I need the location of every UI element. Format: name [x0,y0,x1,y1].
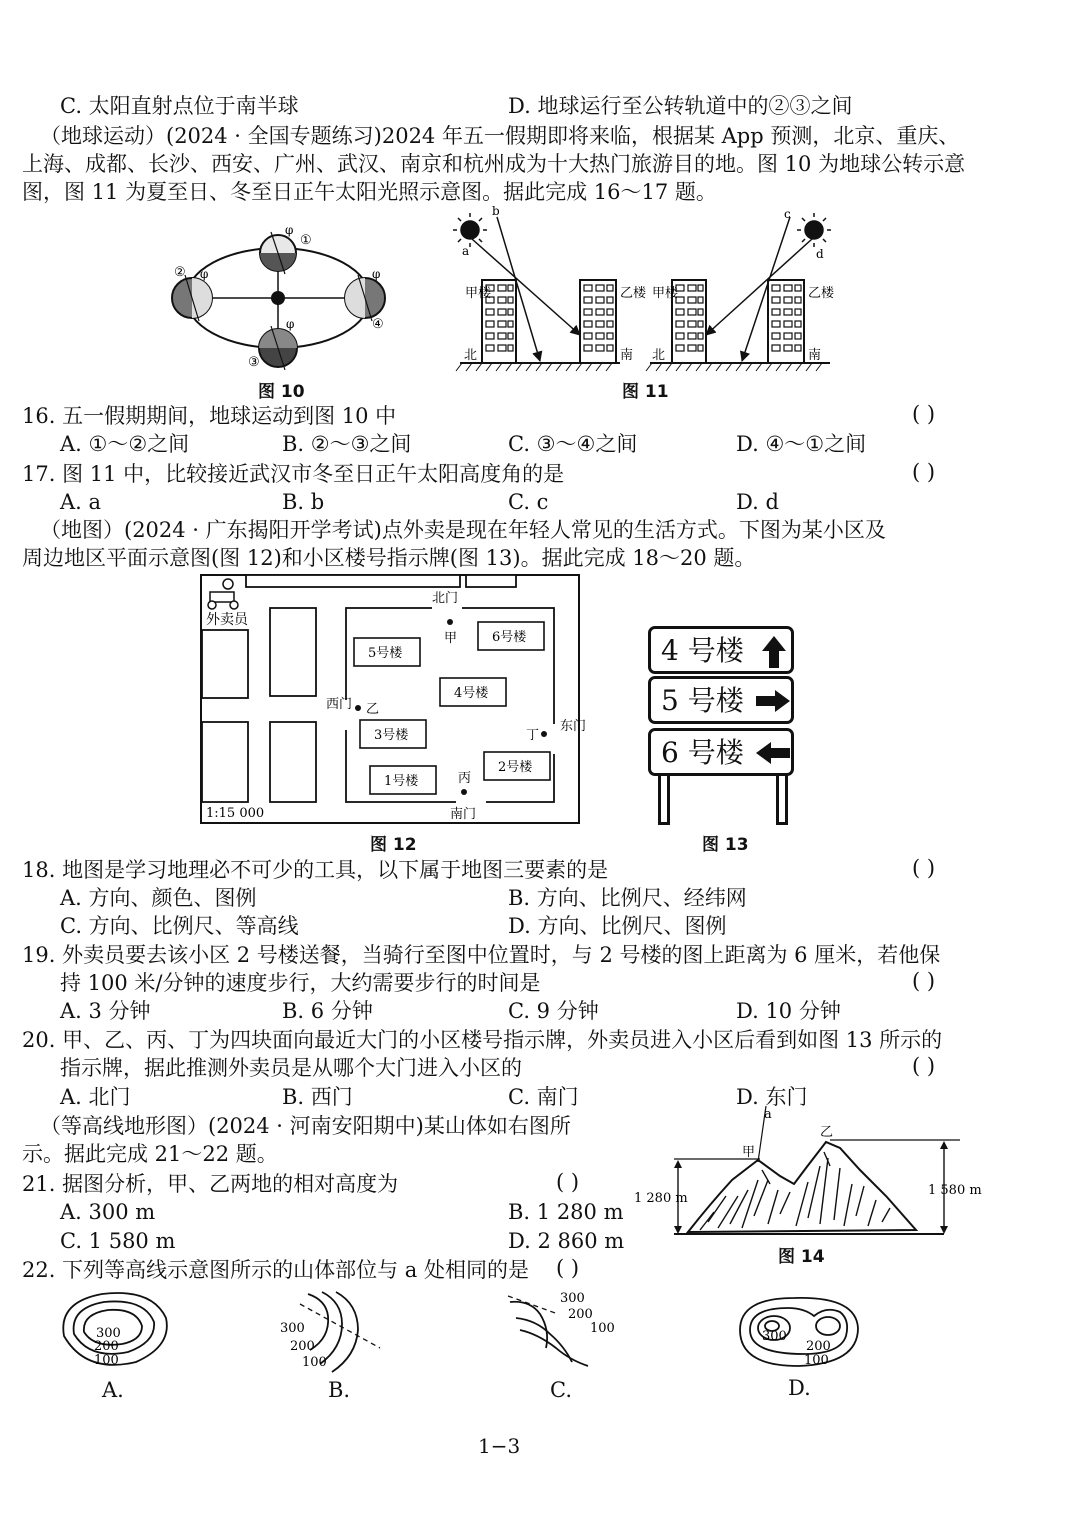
label-north-left: 北 [464,348,478,363]
figure-11-shadow [440,205,860,375]
point-jia [447,619,453,625]
ray-label-a: a [462,244,470,258]
intro3-line1: （等高线地形图）(2024 · 河南安阳期中)某山体如右图所 [40,1114,571,1138]
q22-answer-paren[interactable]: ( ) [556,1256,580,1280]
contour-option-c [506,1290,626,1374]
contour-b-100: 100 [302,1355,327,1370]
label-height-1280: 1 280 m [634,1191,688,1206]
point-bing-label: 丙 [458,771,472,786]
figure-14-caption: 图 14 [778,1247,825,1267]
figure-12-caption: 图 12 [370,835,417,855]
q17-option-c[interactable]: C. c [508,490,549,514]
axis-symbol-2: φ [200,267,209,281]
ray-label-d: d [816,247,824,261]
q20-option-a[interactable]: A. 北门 [60,1085,131,1109]
map-scale: 1:15 000 [206,806,265,821]
contour-b-200: 200 [290,1339,315,1354]
intro2-line2: 周边地区平面示意图(图 12)和小区楼号指示牌(图 13)。据此完成 18～20 题。 [22,546,756,570]
building-5-label: 5号楼 [368,646,403,661]
q21-option-a[interactable]: A. 300 m [60,1200,156,1224]
sun-right [797,213,831,247]
q17-option-d[interactable]: D. d [736,490,779,514]
intro2-line1: （地图）(2024 · 广东揭阳开学考试)点外卖是现在年轻人常见的生活方式。下图为某小区及 [40,518,886,542]
contour-d-100: 100 [804,1353,829,1368]
label-yi-left: 乙楼 [620,286,647,301]
ray-label-c: c [784,207,791,221]
q18-stem: 18. 地图是学习地理必不可少的工具，以下属于地图三要素的是 [22,858,609,882]
q16-option-c[interactable]: C. ③～④之间 [508,432,638,456]
earth-position-1 [260,232,296,274]
q20-answer-paren[interactable]: ( ) [912,1054,936,1078]
building-4-label: 4号楼 [454,686,489,701]
building-3-label: 3号楼 [374,728,409,743]
arrow-left-icon [755,741,791,765]
label-north-right: 北 [652,348,666,363]
label-point-a: a [764,1107,772,1122]
q20-stem-line1: 20. 甲、乙、丙、丁为四块面向最近大门的小区楼号指示牌，外卖员进入小区后看到如图 13 所示的 [22,1028,943,1052]
courier-label: 外卖员 [206,612,248,628]
contour-d-300: 300 [762,1329,787,1344]
q19-stem-line2: 持 100 米/分钟的速度步行，大约需要步行的时间是 [60,971,541,995]
q16-option-d[interactable]: D. ④～①之间 [736,432,867,456]
q21-answer-paren[interactable]: ( ) [556,1170,580,1194]
label-west-gate [326,697,352,712]
arrow-right-icon [755,689,791,713]
q21-stem: 21. 据图分析，甲、乙两地的相对高度为 [22,1172,399,1196]
earth-position-2 [172,275,212,321]
q22-option-a[interactable]: A. [102,1378,124,1402]
contour-option-d [734,1292,864,1372]
figure-10-orbit [160,220,400,370]
label-yi: 乙 [820,1125,834,1140]
building-2-label: 2号楼 [498,760,533,775]
contour-d-200: 200 [806,1339,831,1354]
q21-option-b[interactable]: B. 1 280 m [508,1200,624,1224]
intro1-line2: 上海、成都、长沙、西安、广州、武汉、南京和杭州成为十大热门旅游目的地。图 10 为地球公转示意 [22,152,966,176]
q16-stem: 16. 五一假期期间，地球运动到图 10 中 [22,404,397,428]
q18-option-c[interactable]: C. 方向、比例尺、等高线 [60,914,299,938]
label-jia: 甲 [742,1145,756,1160]
point-yi-label: 乙 [366,702,380,717]
q19-option-a[interactable]: A. 3 分钟 [60,999,151,1023]
label-north-gate: 北门 [432,591,459,606]
q22-option-b[interactable]: B. [328,1378,351,1402]
q20-option-d[interactable]: D. 东门 [736,1085,808,1109]
figure-10-caption: 图 10 [258,382,305,402]
axis-symbol-1: φ [285,223,294,237]
contour-c-300: 300 [560,1291,585,1306]
q22-option-d[interactable]: D. [788,1376,811,1400]
label-jia-right: 甲楼 [652,286,679,301]
label-jia-left: 甲楼 [465,286,492,301]
label-yi-right: 乙楼 [808,286,835,301]
sun-left [453,213,487,247]
label-height-1580: 1 580 m [928,1183,982,1198]
figure-12-map [200,574,587,826]
point-jia-label: 甲 [444,631,458,646]
intro1-line1: （地球运动）(2024 · 全国专题练习)2024 年五一假期即将来临，根据某 App 预测，北京、重庆、 [40,124,960,148]
q20-stem-line2: 指示牌，据此推测外卖员是从哪个大门进入小区的 [60,1056,522,1080]
figure-11-caption: 图 11 [622,382,669,402]
contour-a-300: 300 [96,1326,121,1341]
contour-a-100: 100 [94,1353,119,1368]
q17-option-b[interactable]: B. b [282,490,325,514]
label-pos-4: ④ [372,317,384,332]
q18-option-b[interactable]: B. 方向、比例尺、经纬网 [508,886,747,910]
point-ding [541,731,547,737]
q18-answer-paren[interactable]: ( ) [912,856,936,880]
q20-option-c[interactable]: C. 南门 [508,1085,579,1109]
q19-answer-paren[interactable]: ( ) [912,969,936,993]
q17-answer-paren[interactable]: ( ) [912,460,936,484]
q19-stem-line1: 19. 外卖员要去该小区 2 号楼送餐，当骑行至图中位置时，与 2 号楼的图上距离为 6 厘米，若他保 [22,943,941,967]
page-number: 1−3 [478,1434,521,1458]
label-south-gate: 南门 [450,807,477,822]
sign-building-4-label: 4 号楼 [661,634,744,667]
figure-14-mountain [630,1104,990,1244]
q18-option-a[interactable]: A. 方向、颜色、图例 [60,886,257,910]
sign-building-5-label: 5 号楼 [661,684,744,717]
q18-option-d[interactable]: D. 方向、比例尺、图例 [508,914,727,938]
svg-text:西门: 西门 [326,697,353,712]
ray-label-b: b [492,204,500,218]
label-south-right: 南 [808,348,822,363]
label-pos-2: ② [174,265,186,280]
contour-c-200: 200 [568,1307,593,1322]
axis-symbol-3: φ [286,317,295,331]
contour-option-b [280,1290,390,1374]
q16-option-a[interactable]: A. ①～②之间 [60,432,190,456]
q17-stem: 17. 图 11 中，比较接近武汉市冬至日正午太阳高度角的是 [22,462,565,486]
contour-option-a [56,1288,172,1372]
q17-option-a[interactable]: A. a [60,490,102,514]
sign-building-4 [648,626,794,674]
point-bing [461,789,467,795]
q19-option-b[interactable]: B. 6 分钟 [282,999,373,1023]
contour-b-300: 300 [280,1321,305,1336]
q21-option-d[interactable]: D. 2 860 m [508,1229,625,1253]
option-c-prev: C. 太阳直射点位于南半球 [60,94,299,118]
q21-option-c[interactable]: C. 1 580 m [60,1229,176,1253]
q22-stem: 22. 下列等高线示意图所示的山体部位与 a 处相同的是 [22,1258,529,1282]
building-yi-right [768,280,804,363]
point-ding-label: 丁 [526,728,540,743]
axis-symbol-4: φ [372,267,381,281]
q20-option-b[interactable]: B. 西门 [282,1085,353,1109]
label-east-gate [560,719,586,734]
label-pos-1: ① [300,233,312,248]
label-pos-3: ③ [248,355,260,370]
svg-text:东门: 东门 [560,719,587,734]
sign-building-6 [648,728,794,776]
q16-option-b[interactable]: B. ②～③之间 [282,432,412,456]
q16-answer-paren[interactable]: ( ) [912,402,936,426]
intro3-line2: 示。据此完成 21～22 题。 [22,1142,278,1166]
figure-13-signboard [648,624,808,824]
building-1-label: 1号楼 [384,774,419,789]
building-yi-left [580,280,616,363]
point-yi [355,705,361,711]
sign-building-6-label: 6 号楼 [661,736,744,769]
figure-13-caption: 图 13 [702,835,749,855]
label-south-left: 南 [620,348,634,363]
sign-building-5 [648,676,794,724]
building-6-label: 6号楼 [492,630,527,645]
earth-position-4 [345,275,385,321]
earth-position-3 [259,326,297,370]
contour-c-100: 100 [590,1321,615,1336]
q19-option-d[interactable]: D. 10 分钟 [736,999,841,1023]
contour-a-200: 200 [94,1339,119,1354]
q22-option-c[interactable]: C. [550,1378,572,1402]
option-d-prev: D. 地球运行至公转轨道中的②③之间 [508,94,853,118]
intro1-line3: 图，图 11 为夏至日、冬至日正午太阳光照示意图。据此完成 16～17 题。 [22,180,717,204]
arrow-up-icon [761,635,787,669]
q19-option-c[interactable]: C. 9 分钟 [508,999,599,1023]
sun-center [271,291,285,305]
